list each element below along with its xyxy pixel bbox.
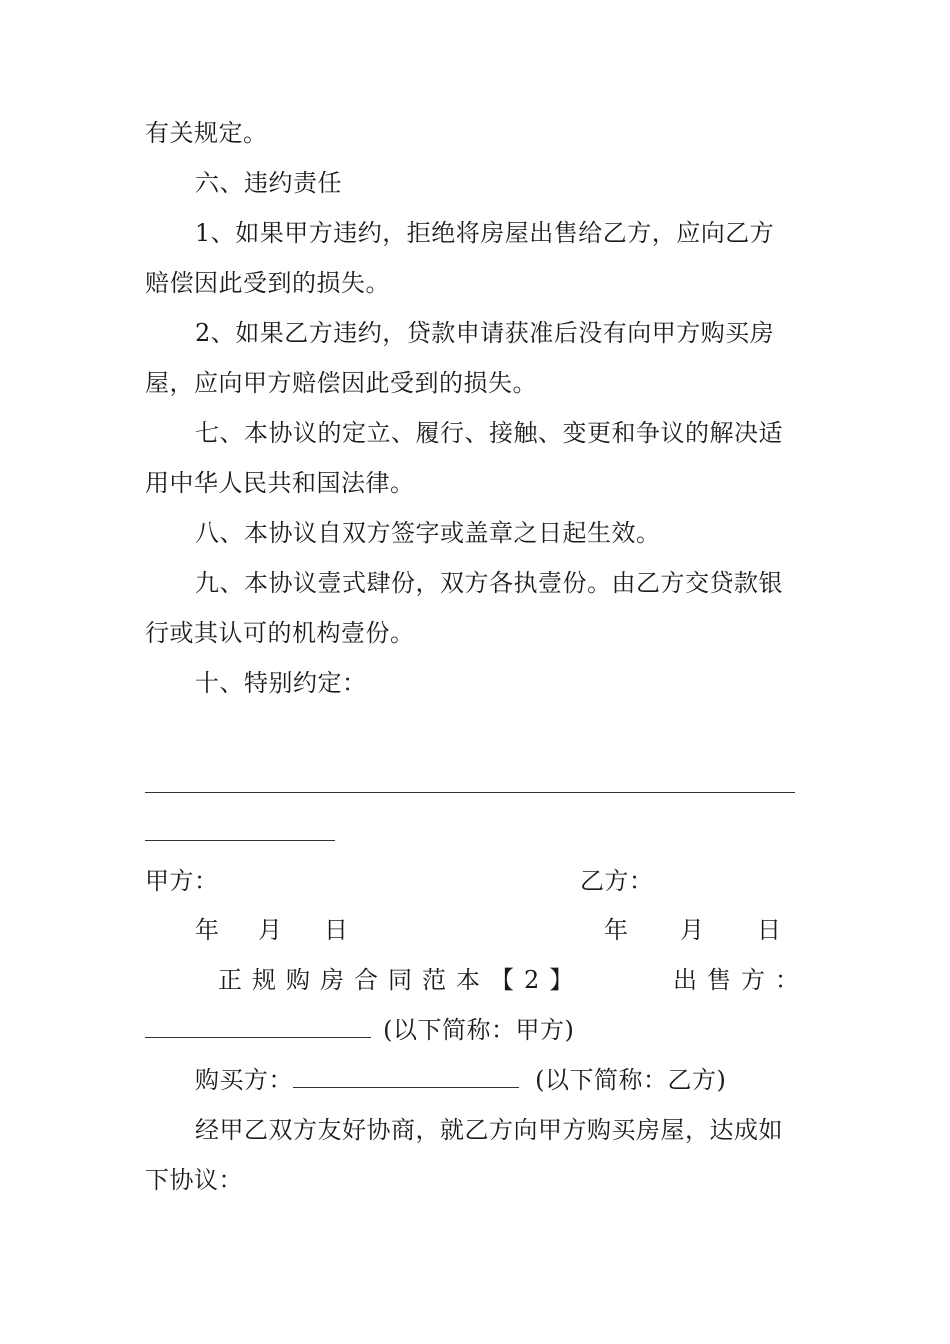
date-day-b: 日 (757, 916, 782, 944)
date-day-a: 日 (324, 916, 349, 944)
buyer-label: 购买方： (195, 1066, 293, 1094)
paragraph-line: 七、本协议的定立、履行、接触、变更和争议的解决适 (195, 419, 783, 447)
contract-title: 正规购房合同范本【2】 (218, 966, 584, 994)
seller-label: 出售方： (673, 966, 809, 994)
date-year-a: 年 (195, 916, 220, 944)
paragraph-line: 下协议： (145, 1166, 243, 1194)
paragraph-line: 屋，应向甲方赔偿因此受到的损失。 (145, 369, 537, 397)
seller-suffix: (以下简称：甲方) (383, 1016, 575, 1044)
paragraph-line: 用中华人民共和国法律。 (145, 469, 415, 497)
paragraph-line: 行或其认可的机构壹份。 (145, 619, 415, 647)
paragraph-line: 有关规定。 (145, 119, 268, 147)
paragraph-line: 赔偿因此受到的损失。 (145, 269, 390, 297)
paragraph-line: 九、本协议壹式肆份，双方各执壹份。由乙方交贷款银 (195, 569, 783, 597)
party-a-label: 甲方： (145, 867, 219, 895)
buyer-line (195, 1055, 810, 1105)
date-year-b: 年 (604, 916, 629, 944)
buyer-suffix: (以下简称：乙方) (535, 1066, 727, 1094)
blank-line-long (145, 792, 795, 793)
section-heading-special: 十、特别约定： (195, 669, 367, 697)
party-b-label: 乙方： (580, 867, 654, 895)
paragraph-line: 八、本协议自双方签字或盖章之日起生效。 (195, 519, 661, 547)
blank-line-short (145, 840, 335, 841)
paragraph-line: 2、如果乙方违约，贷款申请获准后没有向甲方购买房 (195, 319, 775, 347)
date-month-a: 月 (258, 916, 283, 944)
seller-line (145, 1005, 810, 1055)
buyer-blank-field[interactable] (293, 1065, 519, 1088)
seller-blank-field[interactable] (145, 1015, 371, 1038)
paragraph-line: 1、如果甲方违约，拒绝将房屋出售给乙方，应向乙方 (195, 219, 775, 247)
section-heading-breach: 六、违约责任 (195, 169, 342, 197)
date-month-b: 月 (680, 916, 705, 944)
paragraph-line: 经甲乙双方友好协商，就乙方向甲方购买房屋，达成如 (195, 1116, 783, 1144)
